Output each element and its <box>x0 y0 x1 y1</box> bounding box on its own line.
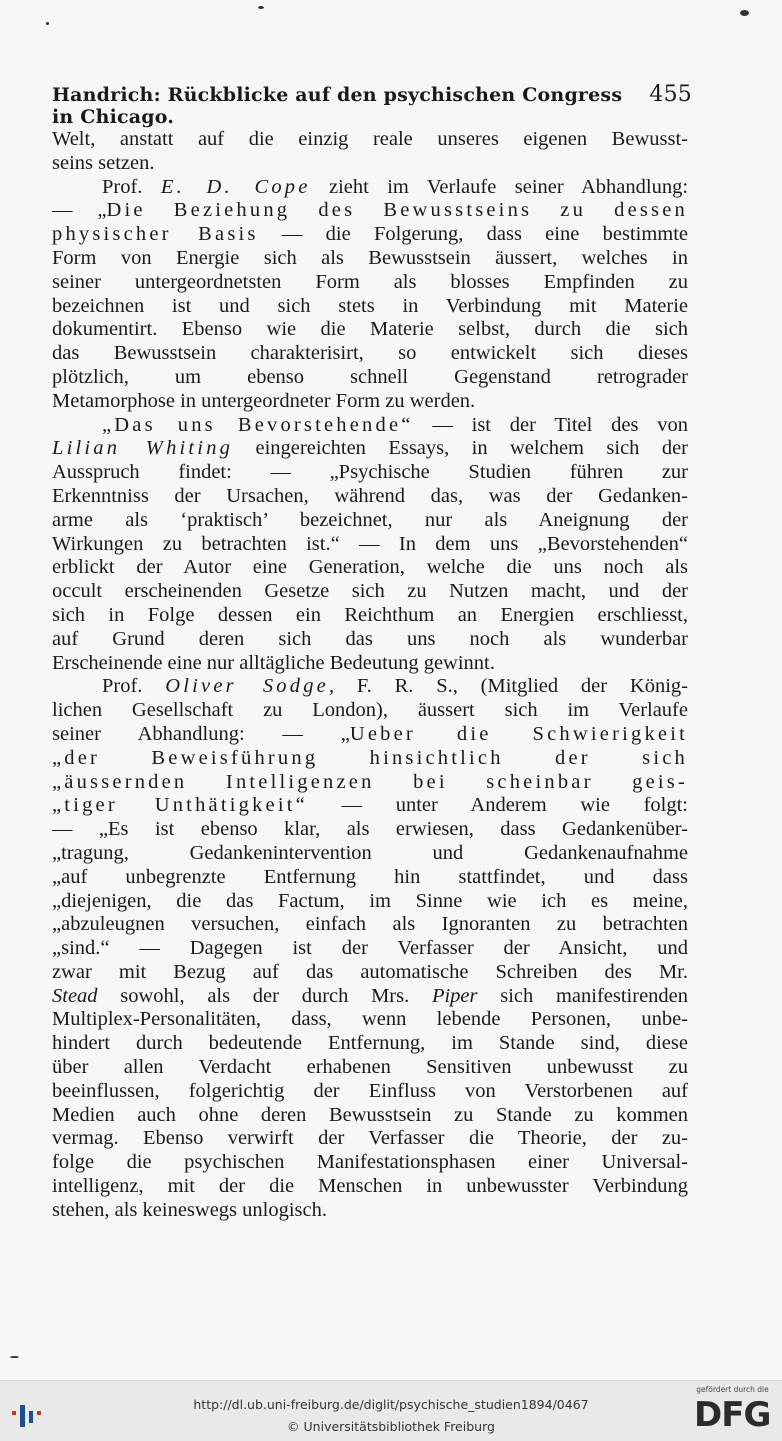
text-line: dokumentirt. Ebenso wie die Materie selbst, durch die sich <box>52 318 688 341</box>
text-line: „tragung, Gedankenintervention und Gedankenaufnahme <box>52 841 688 864</box>
body-text <box>52 128 688 1223</box>
text-line: seiner untergeordnetsten Form als blosses Empfinden zu <box>52 270 688 293</box>
running-title: Handrich: Rückblicke auf den psychischen Congress in Chicago. <box>52 84 623 128</box>
page-number: 455 <box>649 82 692 107</box>
text-line: „äussernden Intelligenzen bei scheinbar geis- <box>52 770 688 793</box>
text-line: erblickt der Autor eine Generation, welche die uns noch als <box>52 556 688 579</box>
copyright-notice: © Universitätsbibliothek Freiburg <box>287 1419 495 1434</box>
text-line: auf Grund deren sich das uns noch als wunderbar <box>52 627 688 650</box>
text-line: occult erscheinenden Gesetze sich zu Nutzen macht, und der <box>52 580 688 603</box>
text-line: Erkenntniss der Ursachen, während das, was der Gedanken- <box>52 484 688 507</box>
scan-speck <box>46 22 49 25</box>
text-line: „tiger Unthätigkeit“ — unter Anderem wie folgt: <box>52 794 688 817</box>
text-line: stehen, als keineswegs unlogisch. <box>52 1198 327 1221</box>
text-line: intelligenz, mit der die Menschen in unbewusster Verbindung <box>52 1175 688 1198</box>
text-line: „der Beweisführung hinsichtlich der sich <box>52 746 688 769</box>
text-line: über allen Verdacht erhabenen Sensitiven unbewusst zu <box>52 1056 688 1079</box>
text-line: arme als ‘praktisch’ bezeichnet, nur als Aneignung der <box>52 508 688 531</box>
text-line: plötzlich, um ebenso schnell Gegenstand retrograder <box>52 365 688 388</box>
text-line: Medien auch ohne deren Bewusstsein zu Stande zu kommen <box>52 1103 688 1126</box>
text-line: Stead sowohl, als der durch Mrs. Piper sich manifestirenden <box>52 984 688 1007</box>
text-line: „sind.“ — Dagegen ist der Verfasser der Ansicht, und <box>52 937 688 960</box>
text-line: Wirkungen zu betrachten ist.“ — In dem uns „Bevorstehenden“ <box>52 532 688 555</box>
text-line: vermag. Ebenso verwirft der Verfasser die Theorie, der zu- <box>52 1127 688 1150</box>
text-line: — „Die Beziehung des Bewusstseins zu dessen <box>52 199 688 222</box>
text-line: Multiplex-Personalitäten, dass, wenn lebende Personen, unbe- <box>52 1008 688 1031</box>
text-line: — „Es ist ebenso klar, als erwiesen, dass Gedankenüber- <box>52 818 688 841</box>
text-line: bezeichnen ist und sich stets in Verbindung mit Materie <box>52 294 688 317</box>
text-line: sich in Folge dessen ein Reichthum an Energien erschliesst, <box>52 603 688 626</box>
text-line: Erscheinende eine nur alltägliche Bedeutung gewinnt. <box>52 651 495 674</box>
text-line: seiner Abhandlung: — „Ueber die Schwierigkeit <box>52 722 688 745</box>
viewer-footer <box>0 1380 782 1441</box>
text-line: physischer Basis — die Folgerung, dass eine bestimmte <box>52 223 688 246</box>
text-line: „abzuleugnen versuchen, einfach als Ignoranten zu betrachten <box>52 913 688 936</box>
text-line: zwar mit Bezug auf das automatische Schreiben des Mr. <box>52 960 688 983</box>
text-line: Prof. Oliver Sodge, F. R. S., (Mitglied der König- <box>102 675 688 698</box>
text-line: „Das uns Bevorstehende“ — ist der Titel des von <box>102 413 688 436</box>
text-line: Welt, anstatt auf die einzig reale unseres eigenen Bewusst- <box>52 128 688 150</box>
text-line: Form von Energie sich als Bewusstsein äussert, welches in <box>52 246 688 269</box>
running-header <box>52 82 692 128</box>
text-line: das Bewusstsein charakterisirt, so entwickelt sich dieses <box>52 342 688 365</box>
scan-speck <box>10 1356 19 1358</box>
text-line: Prof. E. D. Cope zieht im Verlaufe seiner Abhandlung: <box>102 175 688 198</box>
text-line: Ausspruch findet: — „Psychische Studien führen zur <box>52 461 688 484</box>
text-line: Lilian Whiting eingereichten Essays, in welchem sich der <box>52 437 688 460</box>
text-line: folge die psychischen Manifestationsphasen einer Universal- <box>52 1151 688 1174</box>
text-line: Metamorphose in untergeordneter Form zu werden. <box>52 389 476 412</box>
funder-caption: gefördert durch die <box>696 1385 769 1394</box>
text-line: „diejenigen, die das Factum, im Sinne wie ich es meine, <box>52 889 688 912</box>
text-line: hindert durch bedeutende Entfernung, im Stande sind, diese <box>52 1032 688 1055</box>
scan-speck <box>740 10 749 16</box>
text-line: beeinflussen, folgerichtig der Einfluss von Verstorbenen auf <box>52 1079 688 1102</box>
permalink-url[interactable]: http://dl.ub.uni-freiburg.de/diglit/psychische_studien1894/0467 <box>193 1397 589 1412</box>
text-line: seins setzen. <box>52 151 155 174</box>
scan-speck <box>258 6 264 9</box>
text-line: „auf unbegrenzte Entfernung hin stattfindet, und dass <box>52 865 688 888</box>
text-line: lichen Gesellschaft zu London), äussert sich im Verlaufe <box>52 699 688 722</box>
dfg-logo[interactable]: DFG <box>694 1395 771 1435</box>
